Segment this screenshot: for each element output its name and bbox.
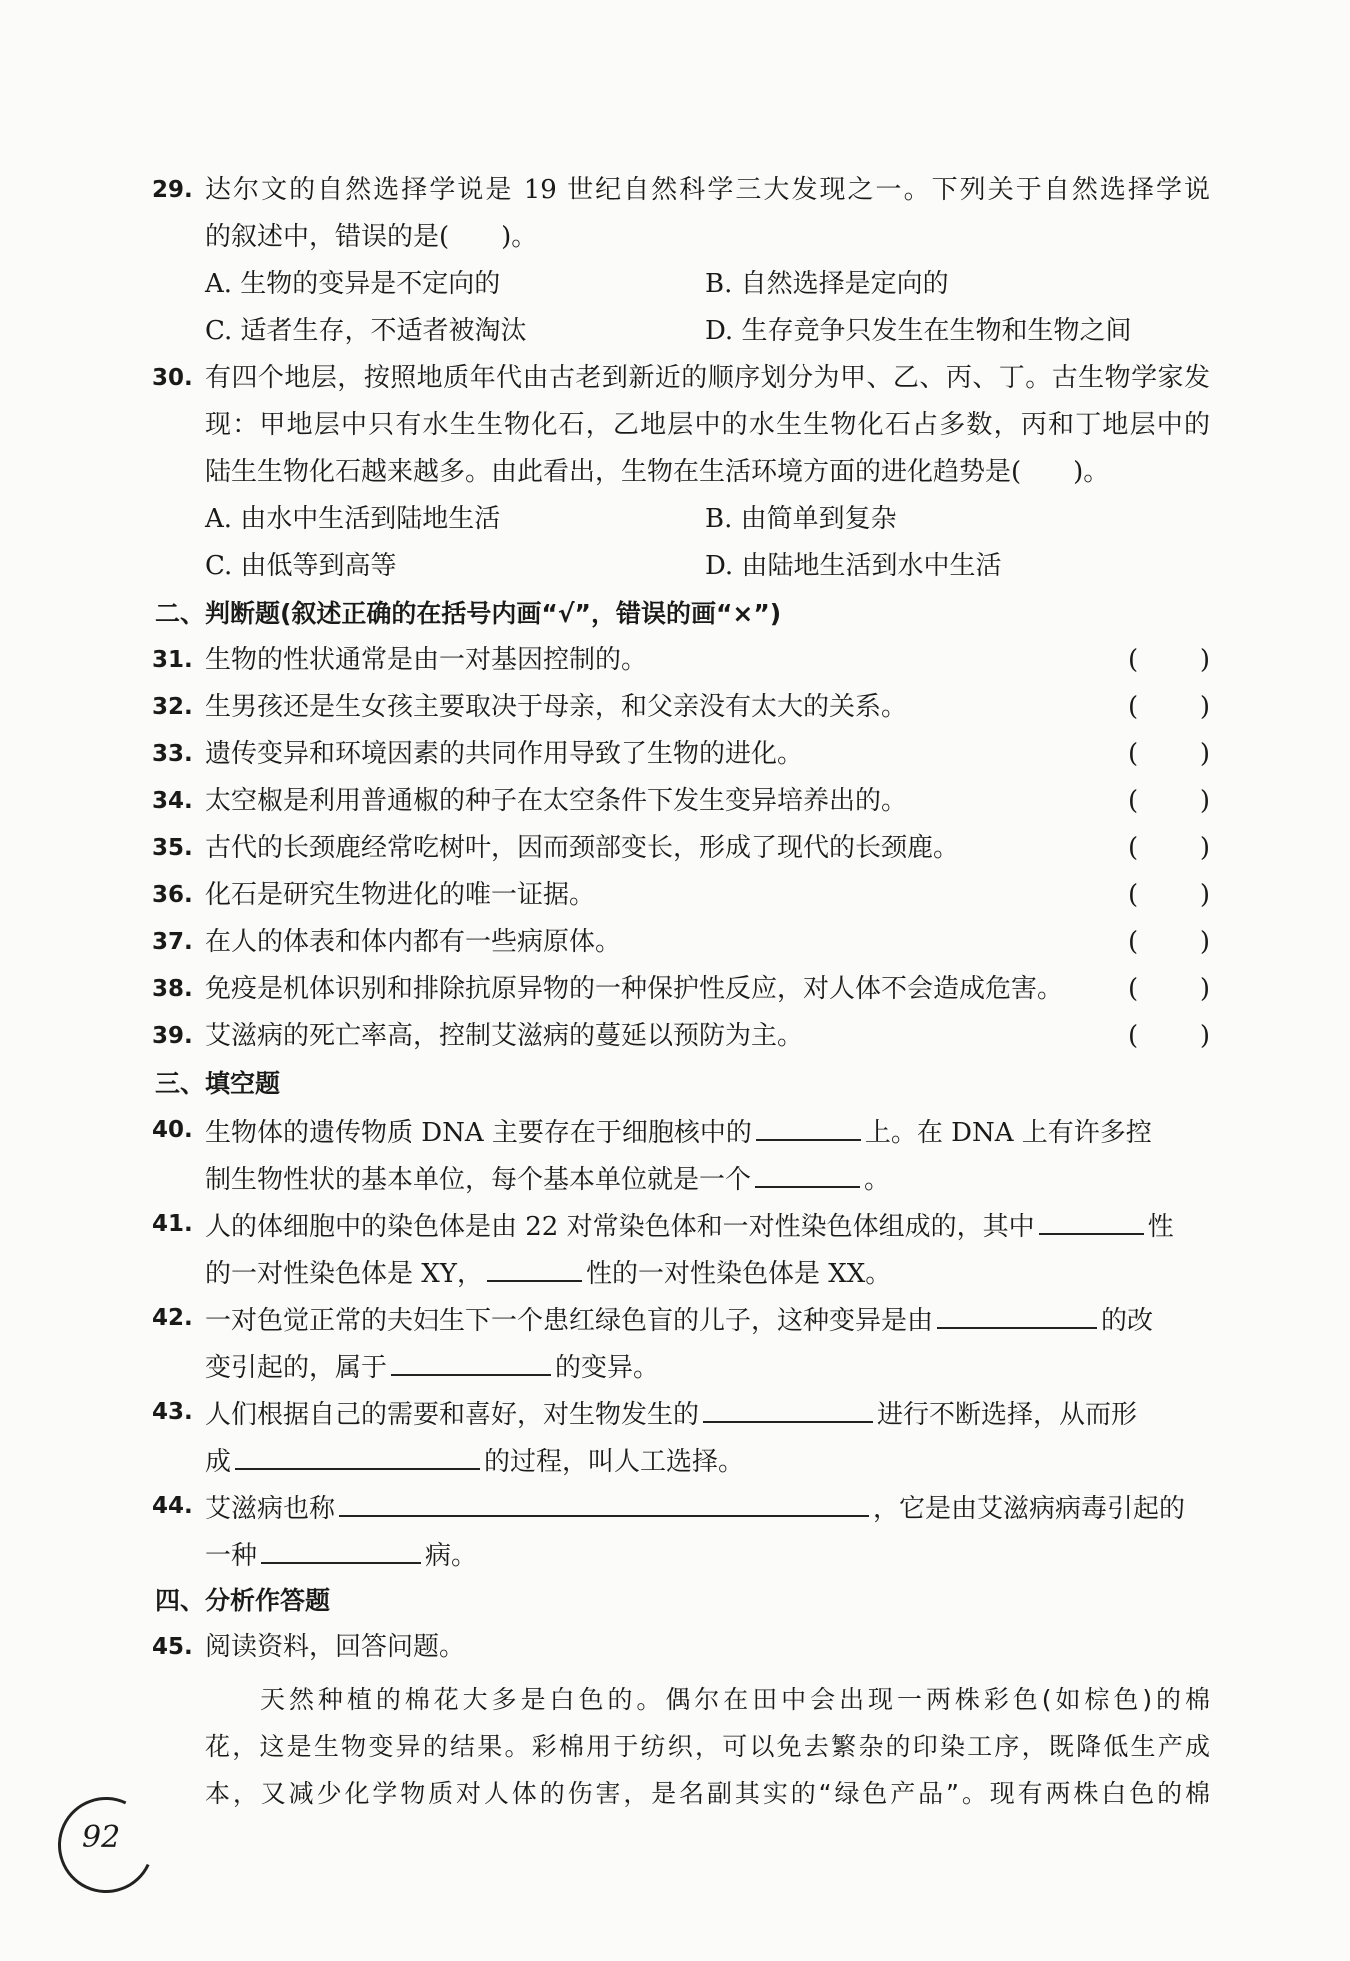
answer-parentheses[interactable]	[1128, 731, 1210, 778]
answer-parentheses[interactable]	[1128, 684, 1210, 731]
question-text: 达尔文的自然选择学说是 19 世纪自然科学三大发现之一。下列关于自然选择学说	[205, 175, 1210, 205]
question-43	[0, 1389, 1350, 1436]
question-number: 38.	[152, 976, 193, 1002]
question-text	[205, 1248, 891, 1298]
paren-close: )	[1199, 833, 1210, 863]
question-31	[0, 637, 1350, 684]
paren-open: (	[1128, 927, 1139, 957]
question-text: 阅读资料，回答问题。	[205, 1632, 466, 1662]
option-c: C. 由低等到高等	[205, 551, 397, 581]
question-text	[205, 1530, 477, 1580]
option-a: A. 由水中生活到陆地生活	[205, 504, 501, 534]
question-text	[205, 1436, 744, 1486]
paren-open: (	[1128, 974, 1139, 1004]
fill-blank[interactable]	[235, 1436, 480, 1470]
option-d: D. 由陆地生活到水中生活	[705, 551, 1002, 581]
question-number: 40.	[152, 1117, 193, 1143]
question-number: 31.	[152, 647, 193, 673]
paren-close: )	[1199, 786, 1210, 816]
paren-open: (	[1128, 739, 1139, 769]
text-part: 的过程，叫人工选择。	[484, 1447, 745, 1477]
option-b: B. 自然选择是定向的	[705, 269, 949, 299]
paren-close: )	[1199, 927, 1210, 957]
passage-text: 本，又减少化学物质对人体的伤害，是名副其实的“绿色产品”。现有两株白色的棉	[205, 1779, 1210, 1808]
question-30-options-cd	[0, 543, 1350, 590]
option-a: A. 生物的变异是不定向的	[205, 269, 501, 299]
question-40	[0, 1107, 1350, 1154]
fill-blank[interactable]	[937, 1295, 1097, 1329]
question-29-line2	[0, 214, 1350, 261]
question-30-line3	[0, 449, 1350, 496]
question-text: 陆生生物化石越来越多。由此看出，生物在生活环境方面的进化趋势是( )。	[205, 457, 1110, 487]
text-part: 性的一对性染色体是 XX。	[585, 1259, 892, 1289]
text-part: ，它是由艾滋病病毒引起的	[873, 1494, 1186, 1524]
question-text: 有四个地层，按照地质年代由古老到新近的顺序划分为甲、乙、丙、丁。古生物学家发	[205, 363, 1210, 393]
question-number: 33.	[152, 741, 193, 767]
question-44	[0, 1483, 1350, 1530]
paren-close: )	[1199, 880, 1210, 910]
text-part: 制生物性状的基本单位，每个基本单位就是一个	[205, 1165, 752, 1195]
text-part: 人们根据自己的需要和喜好，对生物发生的	[205, 1400, 700, 1430]
question-45	[0, 1624, 1350, 1671]
text-part: 进行不断选择，从而形	[877, 1400, 1138, 1430]
question-33	[0, 731, 1350, 778]
paren-open: (	[1128, 880, 1139, 910]
question-32	[0, 684, 1350, 731]
option-b: B. 由简单到复杂	[705, 504, 897, 534]
question-text	[205, 1154, 890, 1204]
page-number: 92	[82, 1820, 121, 1855]
fill-blank[interactable]	[756, 1107, 861, 1141]
passage-text: 天然种植的棉花大多是白色的。偶尔在田中会出现一两株彩色(如棕色)的棉	[260, 1685, 1210, 1714]
section-title: 三、填空题	[155, 1069, 281, 1098]
question-text: 艾滋病的死亡率高，控制艾滋病的蔓延以预防为主。	[205, 1021, 804, 1051]
question-number: 35.	[152, 835, 193, 861]
text-part: 人的体细胞中的染色体是由 22 对常染色体和一对性染色体组成的，其中	[205, 1212, 1035, 1242]
text-part: 的一对性染色体是 XY，	[205, 1259, 483, 1289]
fill-blank[interactable]	[1039, 1201, 1144, 1235]
fill-blank[interactable]	[339, 1483, 869, 1517]
question-30-options-ab	[0, 496, 1350, 543]
paren-close: )	[1199, 1021, 1210, 1051]
question-text	[205, 1483, 1185, 1533]
question-number: 44.	[152, 1493, 193, 1519]
paren-close: )	[1199, 645, 1210, 675]
answer-parentheses[interactable]	[1128, 872, 1210, 919]
paren-open: (	[1128, 786, 1139, 816]
text-part: 。	[864, 1165, 891, 1195]
question-42-line2	[0, 1342, 1350, 1389]
question-text: 古代的长颈鹿经常吃树叶，因而颈部变长，形成了现代的长颈鹿。	[205, 833, 960, 863]
fill-blank[interactable]	[261, 1530, 421, 1564]
question-number: 43.	[152, 1399, 193, 1425]
text-part: 变引起的，属于	[205, 1353, 388, 1383]
question-text	[205, 1201, 1174, 1251]
passage-text: 花，这是生物变异的结果。彩棉用于纺织，可以免去繁杂的印染工序，既降低生产成	[205, 1732, 1210, 1761]
question-number: 30.	[152, 365, 193, 391]
question-29-options-ab	[0, 261, 1350, 308]
paren-open: (	[1128, 692, 1139, 722]
question-text	[205, 1389, 1137, 1439]
reading-passage-line1	[0, 1676, 1350, 1723]
paren-close: )	[1199, 974, 1210, 1004]
answer-parentheses[interactable]	[1128, 825, 1210, 872]
section-2-heading	[0, 590, 1350, 637]
text-part: 一对色觉正常的夫妇生下一个患红绿色盲的儿子，这种变异是由	[205, 1306, 934, 1336]
question-35	[0, 825, 1350, 872]
question-text: 生物的性状通常是由一对基因控制的。	[205, 645, 648, 675]
text-part: 性	[1147, 1212, 1174, 1242]
question-number: 32.	[152, 694, 193, 720]
answer-parentheses[interactable]	[1128, 919, 1210, 966]
text-part: 成	[205, 1447, 232, 1477]
option-c: C. 适者生存，不适者被淘汰	[205, 316, 527, 346]
question-29	[0, 167, 1350, 214]
text-part: 病。	[425, 1541, 478, 1571]
question-text: 太空椒是利用普通椒的种子在太空条件下发生变异培养出的。	[205, 786, 908, 816]
question-number: 42.	[152, 1305, 193, 1331]
fill-blank[interactable]	[755, 1154, 860, 1188]
option-d: D. 生存竞争只发生在生物和生物之间	[705, 316, 1132, 346]
paren-open: (	[1128, 833, 1139, 863]
section-title: 四、分析作答题	[155, 1586, 331, 1615]
question-43-line2	[0, 1436, 1350, 1483]
answer-parentheses[interactable]	[1128, 966, 1210, 1013]
text-part: 的改	[1101, 1306, 1154, 1336]
fill-blank[interactable]	[391, 1342, 551, 1376]
question-30	[0, 355, 1350, 402]
text-part: 的变异。	[555, 1353, 660, 1383]
question-40-line2	[0, 1154, 1350, 1201]
question-41	[0, 1201, 1350, 1248]
question-number: 36.	[152, 882, 193, 908]
answer-parentheses[interactable]	[1128, 778, 1210, 825]
question-text: 生男孩还是生女孩主要取决于母亲，和父亲没有太大的关系。	[205, 692, 908, 722]
text-part: 上。在 DNA 上有许多控	[864, 1118, 1152, 1148]
paren-open: (	[1128, 645, 1139, 675]
text-part: 艾滋病也称	[205, 1494, 336, 1524]
section-title: 二、判断题(叙述正确的在括号内画“√”，错误的画“×”)	[155, 599, 782, 628]
question-number: 45.	[152, 1634, 193, 1660]
fill-blank[interactable]	[487, 1248, 582, 1282]
question-44-line2	[0, 1530, 1350, 1577]
question-38	[0, 966, 1350, 1013]
question-text: 现：甲地层中只有水生生物化石，乙地层中的水生生物化石占多数，丙和丁地层中的	[205, 410, 1210, 440]
question-text: 免疫是机体识别和排除抗原异物的一种保护性反应，对人体不会造成危害。	[205, 974, 1064, 1004]
section-3-heading	[0, 1060, 1350, 1107]
paren-close: )	[1199, 739, 1210, 769]
question-text	[205, 1342, 659, 1392]
question-text: 遗传变异和环境因素的共同作用导致了生物的进化。	[205, 739, 804, 769]
question-39	[0, 1013, 1350, 1060]
question-29-options-cd	[0, 308, 1350, 355]
reading-passage-line2	[0, 1723, 1350, 1770]
paren-open: (	[1128, 1021, 1139, 1051]
section-4-heading	[0, 1577, 1350, 1624]
reading-passage-line3	[0, 1770, 1350, 1817]
question-number: 41.	[152, 1211, 193, 1237]
question-30-line2	[0, 402, 1350, 449]
answer-parentheses[interactable]	[1128, 1013, 1210, 1060]
question-41-line2	[0, 1248, 1350, 1295]
question-number: 37.	[152, 929, 193, 955]
question-text: 的叙述中，错误的是( )。	[205, 222, 538, 252]
text-part: 一种	[205, 1541, 258, 1571]
fill-blank[interactable]	[703, 1389, 873, 1423]
question-text: 在人的体表和体内都有一些病原体。	[205, 927, 622, 957]
question-number: 39.	[152, 1023, 193, 1049]
question-36	[0, 872, 1350, 919]
question-42	[0, 1295, 1350, 1342]
question-37	[0, 919, 1350, 966]
question-text	[205, 1295, 1153, 1345]
text-part: 生物体的遗传物质 DNA 主要存在于细胞核中的	[205, 1118, 752, 1148]
question-number: 34.	[152, 788, 193, 814]
question-number: 29.	[152, 177, 193, 203]
question-text: 化石是研究生物进化的唯一证据。	[205, 880, 596, 910]
answer-parentheses[interactable]	[1128, 637, 1210, 684]
question-34	[0, 778, 1350, 825]
paren-close: )	[1199, 692, 1210, 722]
question-text	[205, 1107, 1152, 1157]
